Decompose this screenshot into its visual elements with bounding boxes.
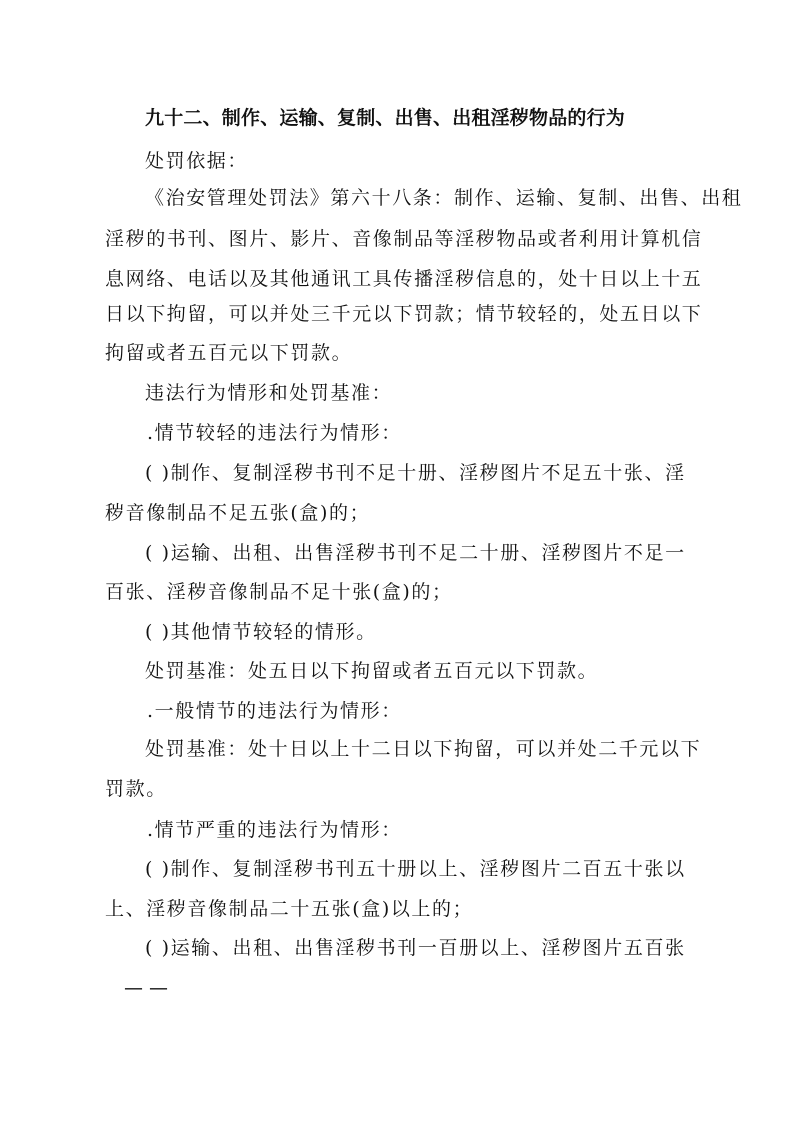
paragraph-line: 息网络、电话以及其他通讯工具传播淫秽信息的，处十日以上十五 xyxy=(105,268,703,290)
paragraph-line: 《治安管理处罚法》第六十八条：制作、运输、复制、出售、出租 xyxy=(145,187,743,209)
paragraph-line: ( )运输、出租、出售淫秽书刊不足二十册、淫秽图片不足一 xyxy=(145,542,686,564)
section-heading: 九十二、制作、运输、复制、出售、出租淫秽物品的行为 xyxy=(145,107,626,129)
paragraph-line: 处罚基准：处十日以上十二日以下拘留，可以并处二千元以下 xyxy=(145,738,702,760)
paragraph-line: 淫秽的书刊、图片、影片、音像制品等淫秽物品或者利用计算机信 xyxy=(105,228,703,250)
paragraph-line: ( )运输、出租、出售淫秽书刊一百册以上、淫秽图片五百张 xyxy=(145,937,686,959)
paragraph-line: 违法行为情形和处罚基准： xyxy=(145,382,393,404)
paragraph-line: 秽音像制品不足五张(盒)的； xyxy=(105,502,371,524)
paragraph-line: 拘留或者五百元以下罚款。 xyxy=(105,342,353,364)
subsection-heading: .情节较轻的违法行为情形： xyxy=(147,422,402,444)
paragraph-line: ( )制作、复制淫秽书刊五十册以上、淫秽图片二百五十张以 xyxy=(145,858,686,880)
subsection-heading: .一般情节的违法行为情形： xyxy=(147,700,402,722)
paragraph-line: 处罚基准：处五日以下拘留或者五百元以下罚款。 xyxy=(145,660,599,682)
paragraph-line: 罚款。 xyxy=(105,778,167,800)
paragraph-line: ( )其他情节较轻的情形。 xyxy=(145,621,377,643)
paragraph-line: 上、淫秽音像制品二十五张(盒)以上的； xyxy=(105,898,474,920)
paragraph-line: 处罚依据： xyxy=(145,150,249,172)
paragraph-line: ( )制作、复制淫秽书刊不足十册、淫秽图片不足五十张、淫 xyxy=(145,462,686,484)
page-footer: — — xyxy=(124,977,169,999)
paragraph-line: 百张、淫秽音像制品不足十张(盒)的； xyxy=(105,581,453,603)
subsection-heading: .情节严重的违法行为情形： xyxy=(147,819,402,841)
paragraph-line: 日以下拘留，可以并处三千元以下罚款；情节较轻的，处五日以下 xyxy=(105,303,703,325)
